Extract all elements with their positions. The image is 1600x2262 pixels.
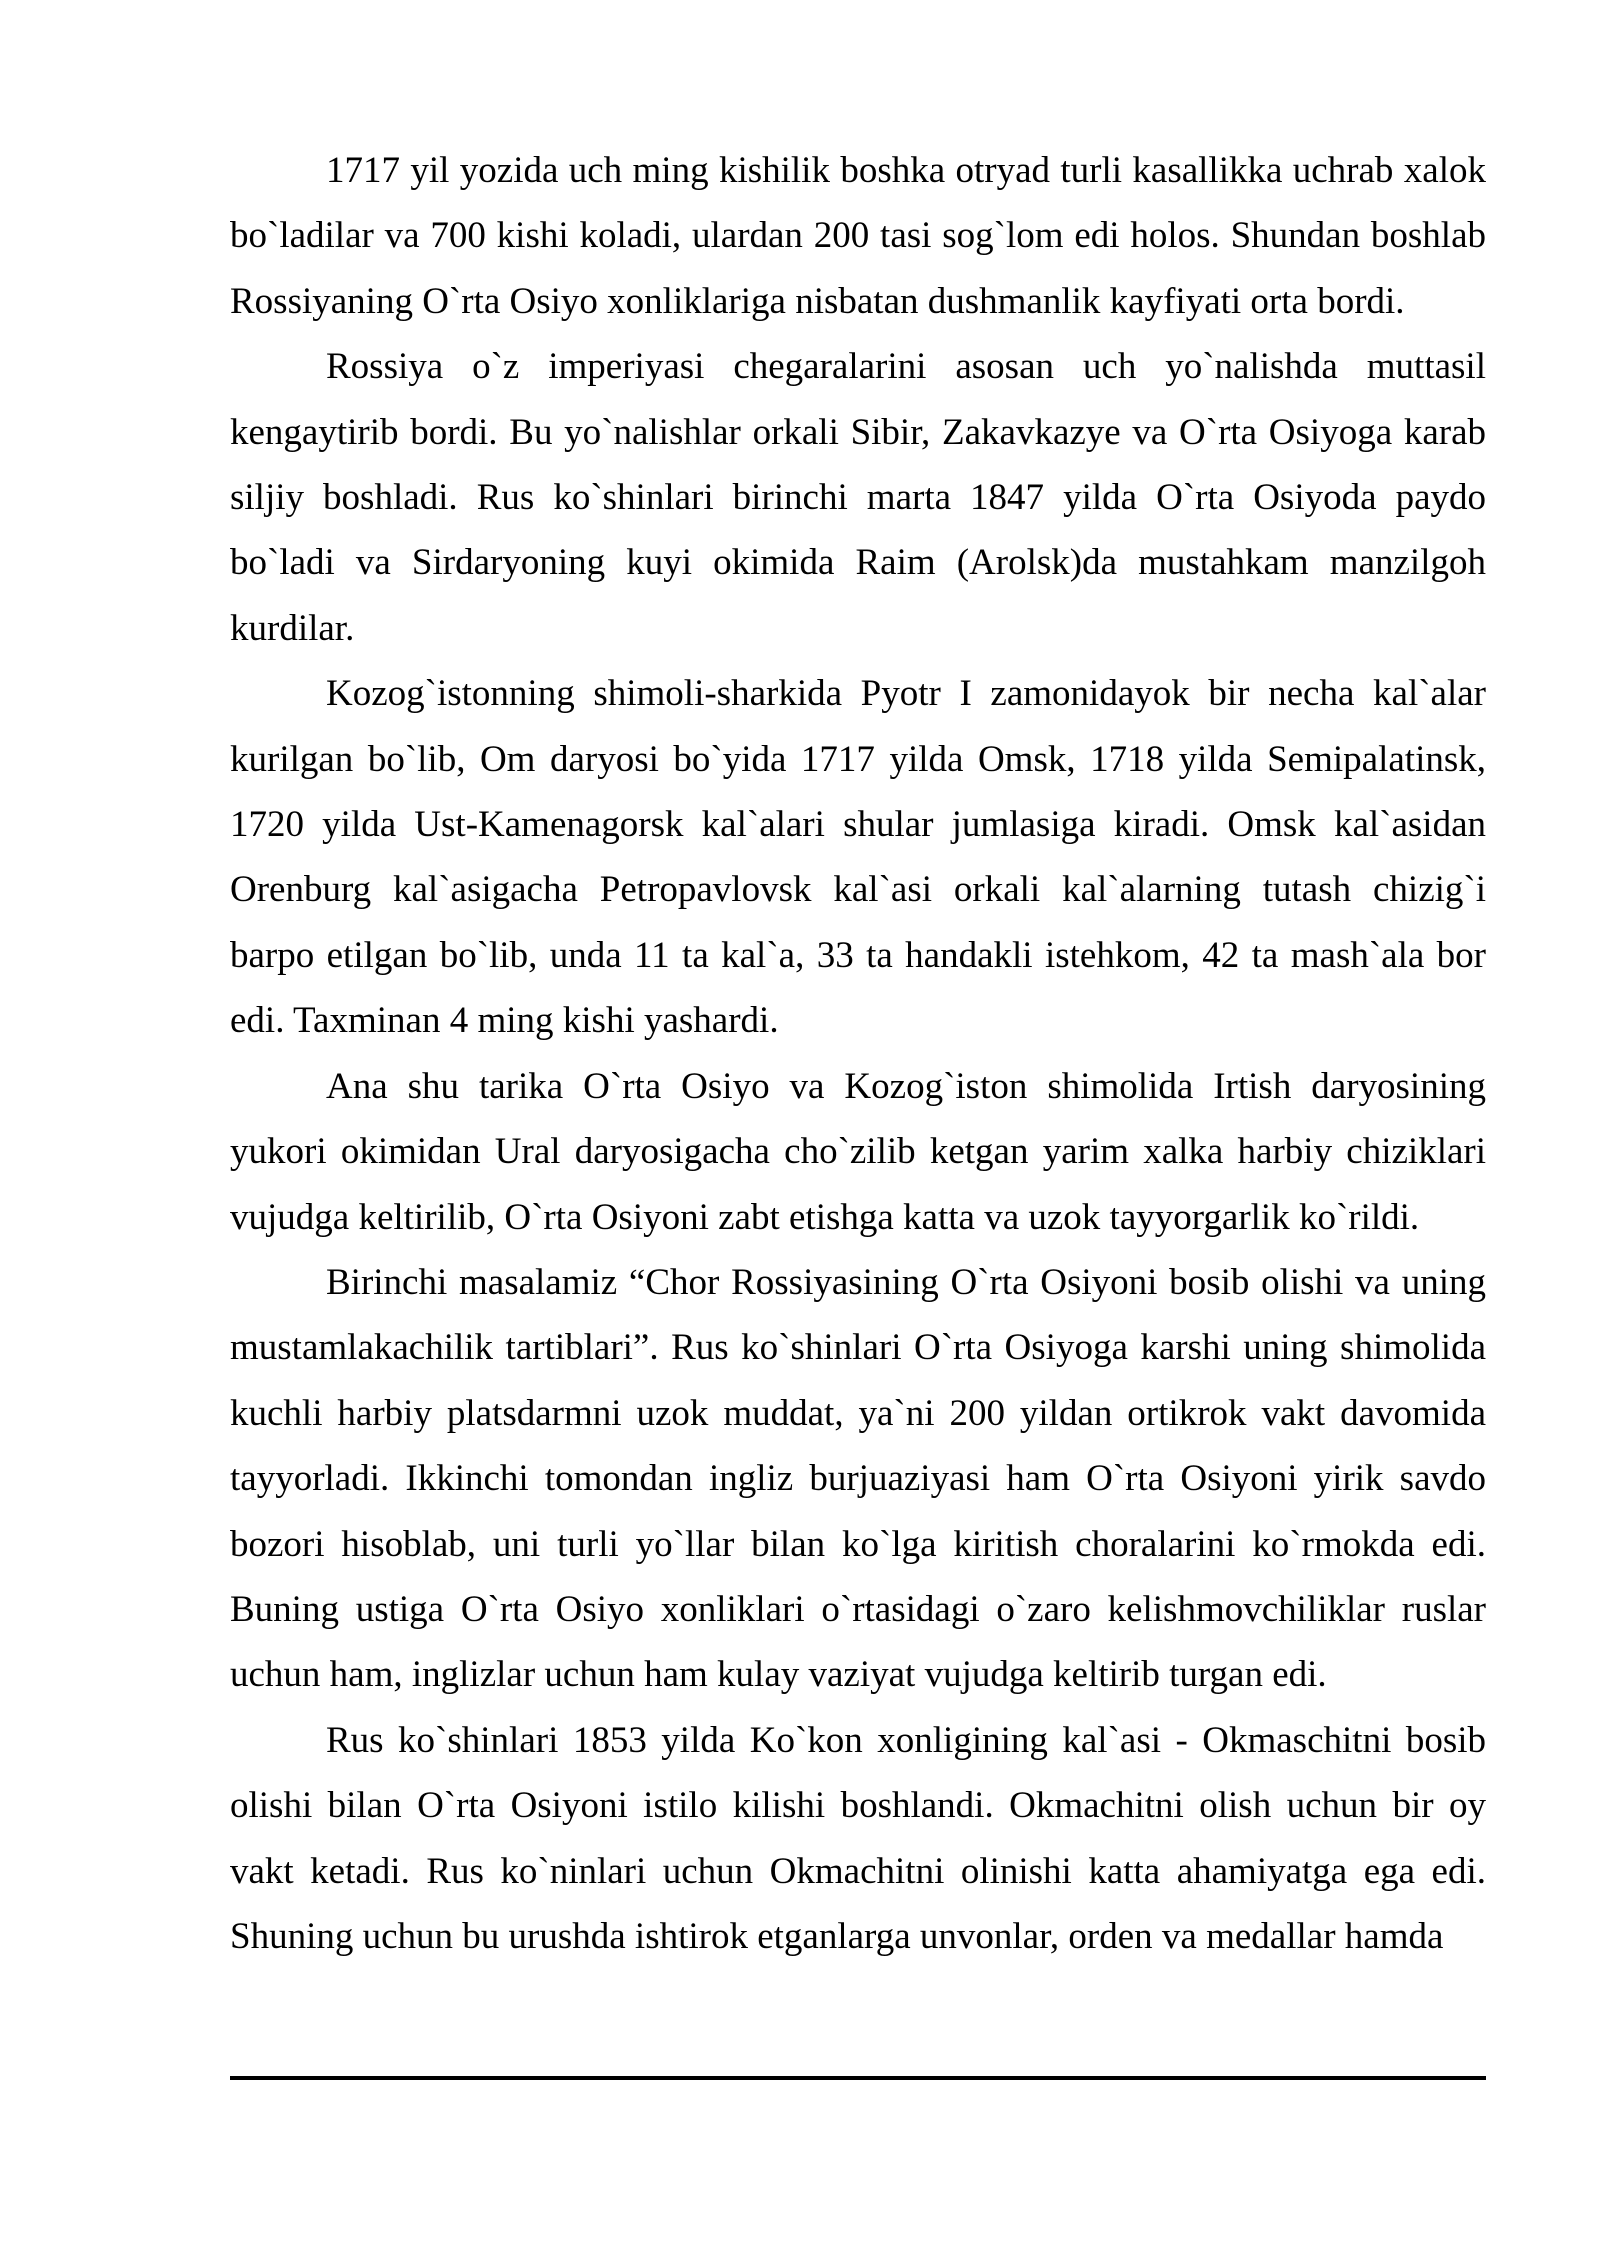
paragraph-3: Kozog`istonning shimoli-sharkida Pyotr I zamonidayok bir necha kal`alar kurilgan bo`lib, Om daryosi bo`yida 1717 yilda Omsk, 1718 yilda Semipalatinsk, 1720 yilda Ust-Kamenagorsk kal`alari shular jumlasiga kiradi. Omsk kal`asidan Orenburg kal`asigacha Petropavlovsk kal`asi orkali kal`alarning tutash chizig`i barpo etilgan bo`lib, unda 11 ta kal`a, 33 ta handakli istehkom, 42 ta mash`ala bor edi. Taxminan 4 ming kishi yashardi. (230, 673, 1486, 1042)
paragraph-4: Ana shu tarika O`rta Osiyo va Kozog`iston shimolida Irtish daryosining yukori okimidan Ural daryosigacha cho`zilib ketgan yarim xalka harbiy chiziklari vujudga keltirilib, O`rta Osiyoni zabt etishga katta va uzok tayyorgarlik ko`rildi. (230, 1065, 1486, 1238)
paragraph-2: Rossiya o`z imperiyasi chegaralarini asosan uch yo`nalishda muttasil kengaytirib bordi. Bu yo`nalishlar orkali Sibir, Zakavkazye va O`rta Osiyoga karab siljiy boshladi. Rus ko`shinlari birinchi marta 1847 yilda O`rta Osiyoda paydo bo`ladi va Sirdaryoning kuyi okimida Raim (Arolsk)da mustahkam manzilgoh kurdilar. (230, 346, 1486, 649)
paragraph-6: Rus ko`shinlari 1853 yilda Ko`kon xonligining kal`asi - Okmaschitni bosib olishi bilan O`rta Osiyoni istilo kilishi boshlandi. Okmachitni olish uchun bir oy vakt ketadi. Rus ko`ninlari uchun Okmachitni olinishi katta ahamiyatga ega edi. Shuning uchun bu urushda ishtirok etganlarga unvonlar, orden va medallar hamda (230, 1719, 1486, 1957)
paragraph-5: Birinchi masalamiz “Chor Rossiyasining O`rta Osiyoni bosib olishi va uning mustamlakachilik tartiblari”. Rus ko`shinlari O`rta Osiyoga karshi uning shimolida kuchli harbiy platsdarmni uzok muddat, ya`ni 200 yildan ortikrok vakt davomida tayyorladi. Ikkinchi tomondan ingliz burjuaziyasi ham O`rta Osiyoni yirik savdo bozori hisoblab, uni turli yo`llar bilan ko`lga kiritish choralarini ko`rmokda edi. Buning ustiga O`rta Osiyo xonliklari o`rtasidagi o`zaro kelishmovchiliklar ruslar uchun ham, inglizlar uchun ham kulay vaziyat vujudga keltirib turgan edi. (230, 1261, 1486, 1696)
paragraph-1: 1717 yil yozida uch ming kishilik boshka otryad turli kasallikka uchrab xalok bo`ladilar va 700 kishi koladi, ulardan 200 tasi sog`lom edi holos. Shundan boshlab Rossiyaning O`rta Osiyo xonliklariga nisbatan dushmanlik kayfiyati orta bordi. (230, 150, 1486, 322)
footer-divider (230, 2076, 1486, 2080)
document-body (230, 138, 1486, 1969)
